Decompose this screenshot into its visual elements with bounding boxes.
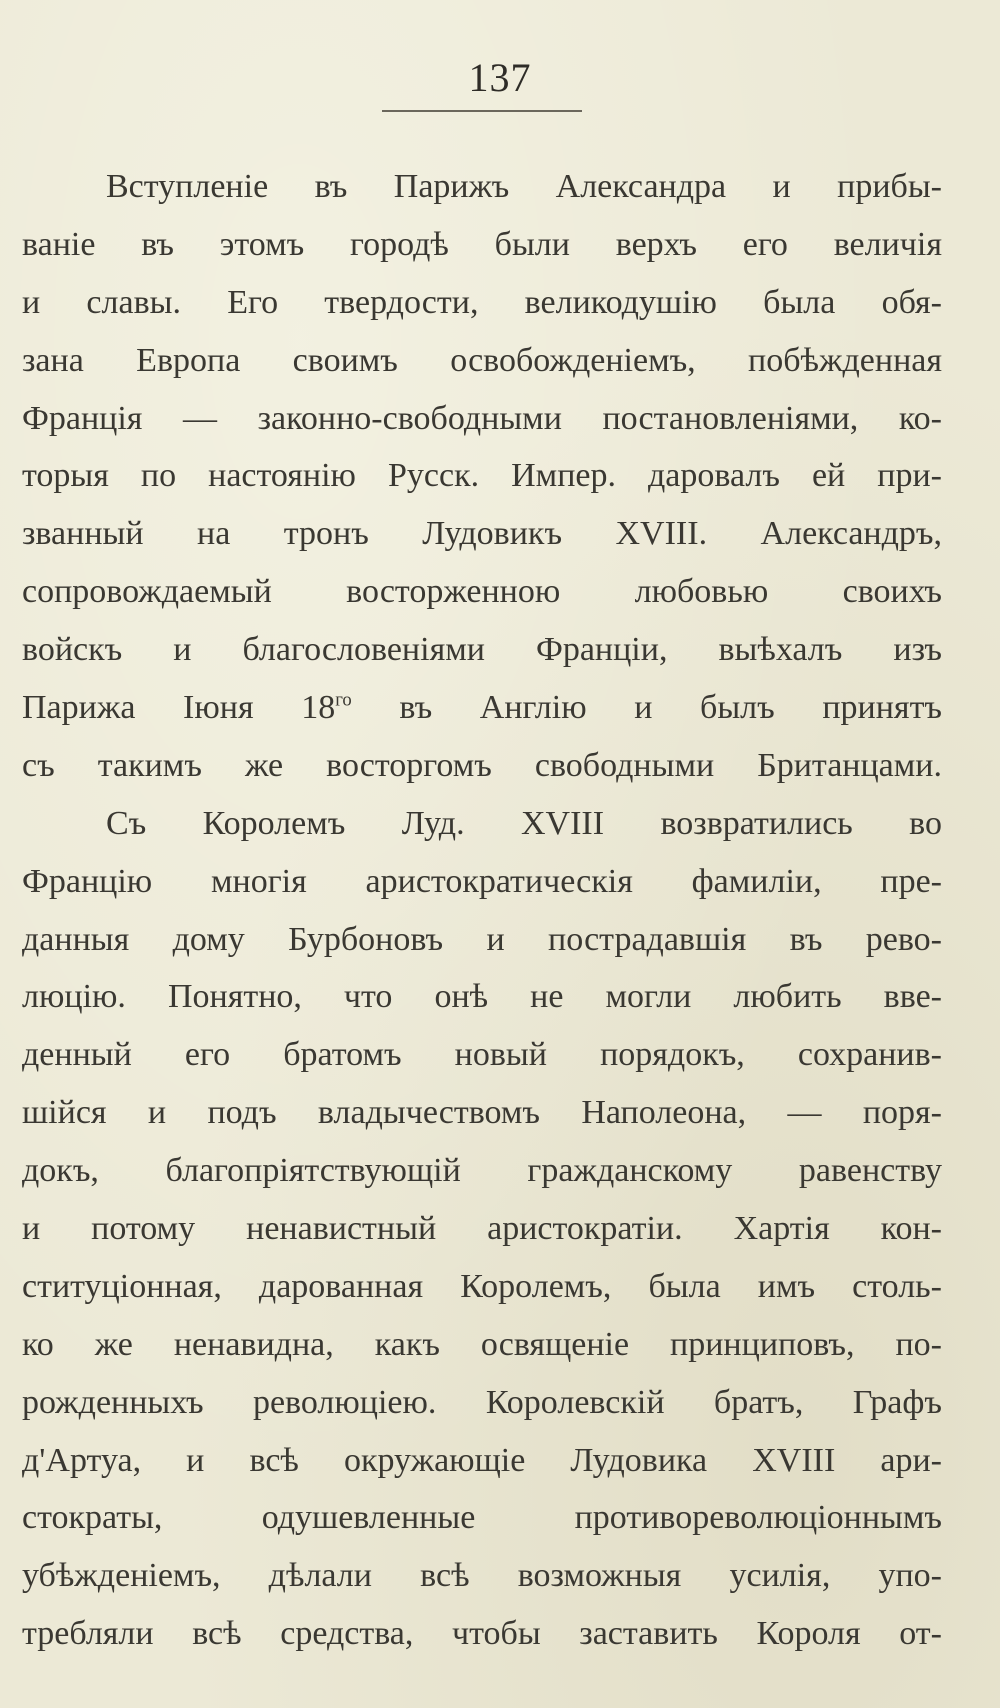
text-line: сопровождаемый восторженною любовью своихъ bbox=[22, 573, 942, 611]
text-line: торыя по настоянію Русск. Импер. даровалъ ей при- bbox=[22, 457, 942, 495]
text-line: докъ, благопріятствующій гражданскому равенству bbox=[22, 1152, 942, 1190]
text-line-end: въ Англію и былъ принятъ bbox=[351, 689, 942, 727]
text-line: войскъ и благословеніями Франціи, выѣхалъ изъ bbox=[22, 631, 942, 669]
text-line: д'Артуа, и всѣ окружающіе Лудовика XVIII ари- bbox=[22, 1441, 942, 1479]
header-rule bbox=[382, 110, 582, 112]
text-line-start: Парижа Іюня 18 bbox=[22, 689, 336, 727]
text-line: Съ Королемъ Луд. XVIII возвратились во bbox=[106, 804, 942, 842]
text-line: стократы, одушевленные противореволюціоннымъ bbox=[22, 1499, 942, 1537]
text-line: люцію. Понятно, что онѣ не могли любить вве- bbox=[22, 978, 942, 1016]
text-line: и славы. Его твердости, великодушію была обя- bbox=[22, 283, 942, 321]
text-line: Францію многія аристократическія фамиліи, пре- bbox=[22, 862, 942, 900]
ordinal-superscript: го bbox=[335, 689, 352, 711]
text-line: съ такимъ же восторгомъ свободными Британцами. bbox=[22, 746, 942, 784]
text-line: денный его братомъ новый порядокъ, сохранив- bbox=[22, 1036, 942, 1074]
text-line: шійся и подъ владычествомъ Наполеона, — поря- bbox=[22, 1094, 942, 1132]
text-line: и потому ненавистный аристократіи. Хартія кон- bbox=[22, 1210, 942, 1248]
text-line: данныя дому Бурбоновъ и пострадавшія въ рево- bbox=[22, 920, 942, 958]
text-line: Францiя — законно-свободными постановленiями, ко- bbox=[22, 399, 942, 437]
text-line: убѣжденіемъ, дѣлали всѣ возможныя усилія, упо- bbox=[22, 1557, 942, 1595]
text-line: званный на тронъ Лудовикъ XVIII. Александръ, bbox=[22, 515, 942, 553]
text-line: ко же ненавидна, какъ освященіе принциповъ, по- bbox=[22, 1325, 942, 1363]
text-line: Вступленіе въ Парижъ Александра и прибы- bbox=[106, 168, 942, 205]
text-line: требляли всѣ средства, чтобы заставить Короля от- bbox=[22, 1615, 942, 1653]
text-line: ваніе въ этомъ городѣ были верхъ его величія bbox=[22, 225, 942, 263]
text-line: рожденныхъ революціею. Королевскій братъ, Графъ bbox=[22, 1383, 942, 1421]
page-number: 137 bbox=[468, 55, 532, 100]
body-text bbox=[22, 158, 942, 1663]
text-line: зана Европа своимъ освобожденіемъ, побѣжденная bbox=[22, 341, 942, 379]
text-line bbox=[22, 679, 942, 737]
text-line: ституціонная, дарованная Королемъ, была имъ столь- bbox=[22, 1267, 942, 1305]
